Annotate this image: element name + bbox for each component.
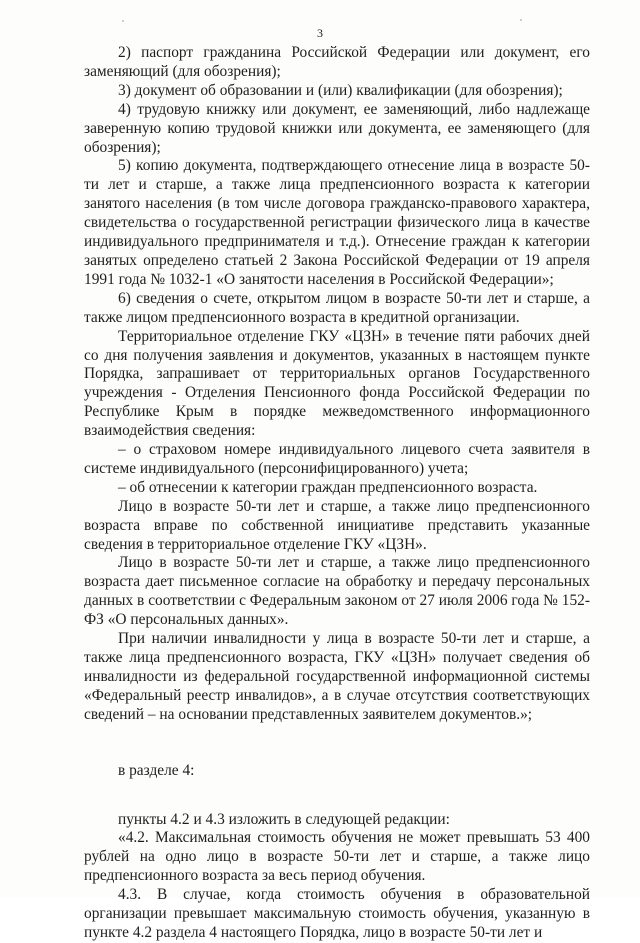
paragraph-section-4: в разделе 4: (118, 761, 195, 779)
scan-speck (520, 19, 522, 21)
paragraph-point-4-2: «4.2. Максимальная стоимость обучения не может превышать 53 400 рублей на одно лицо в возрасте 50-ти лет и старше, а также лицо предпенсионного возраста за весь период обучения. (84, 829, 590, 885)
page-number: 3 (317, 26, 323, 40)
spacer (84, 781, 590, 811)
paragraph-item-3: 3) документ об образовании и (или) квалификации (для обозрения); (118, 81, 563, 99)
document-body (84, 44, 590, 943)
spacer (84, 725, 590, 762)
paragraph-item-6: 6) сведения о счете, открытом лицом в возрасте 50-ти лет и старше, а также лицом предпенсионного возраста в кредитной организации. (84, 289, 590, 326)
paragraph-dash-preretirement: – об отнесении к категории граждан предпенсионного возраста. (118, 478, 538, 496)
paragraph-request: Территориальное отделение ГКУ «ЦЗН» в течение пяти рабочих дней со дня получения заявления и документов, указанных в настоящем пункте Порядка, запрашивает от территориальных органов Государственного учреждения - Отделения Пенсионного фонда Российской Федерации по Республике Крым в порядке межведомственного информационного взаимодействия сведения: (84, 327, 590, 440)
paragraph-item-4: 4) трудовую книжку или документ, ее заменяющий, либо надлежаще заверенную копию трудовой книжки или документа, ее заменяющего (для обозрения); (84, 100, 590, 156)
paragraph-disability: При наличии инвалидности у лица в возрасте 50-ти лет и старше, а также лица предпенсионного возраста, ГКУ «ЦЗН» получает сведения об инвалидности из федеральной государственной информационной системы «Федеральный реестр инвалидов», а в случае отсутствия соответствующих сведений – на основании представленных заявителем документов.»; (84, 630, 590, 723)
paragraph-own-initiative: Лицо в возрасте 50-ти лет и старше, а также лицо предпенсионного возраста вправе по собственной инициативе представить указанные сведения в территориальное отделение ГКУ «ЦЗН». (84, 497, 590, 553)
paragraph-dash-snils: – о страховом номере индивидуального лицевого счета заявителя в системе индивидуального (персонифицированного) учета; (84, 441, 590, 477)
scan-speck (122, 20, 124, 22)
paragraph-item-5: 5) копию документа, подтверждающего отнесение лица в возрасте 50-ти лет и старше, а также лица предпенсионного возраста к категории занятого населения (в том числе договора гражданско-правового характера, свидетельства о государственной регистрации физического лица в качестве индивидуального предпринимателя и т.д.). Отнесение граждан к категории занятых определено статьей 2 Закона Российской Федерации от 19 апреля 1991 года № 1032-1 «О занятости населения в Российской Федерации»; (84, 157, 590, 288)
paragraph-consent: Лицо в возрасте 50-ти лет и старше, а также лицо предпенсионного возраста дает письменное согласие на обработку и передачу персональных данных в соответствии с Федеральным законом от 27 июля 2006 года № 152-ФЗ «О персональных данных». (84, 554, 590, 629)
paragraph-points-intro: пункты 4.2 и 4.3 изложить в следующей редакции: (118, 810, 450, 828)
paragraph-point-4-3: 4.3. В случае, когда стоимость обучения в образовательной организации превышает максимальную стоимость обучения, указанную в пункте 4.2 раздела 4 настоящего Порядка, лицо в возрасте 50-ти лет и (84, 886, 590, 941)
paragraph-item-2: 2) паспорт гражданина Российской Федерации или документ, его заменяющий (для обозрения); (84, 44, 590, 80)
